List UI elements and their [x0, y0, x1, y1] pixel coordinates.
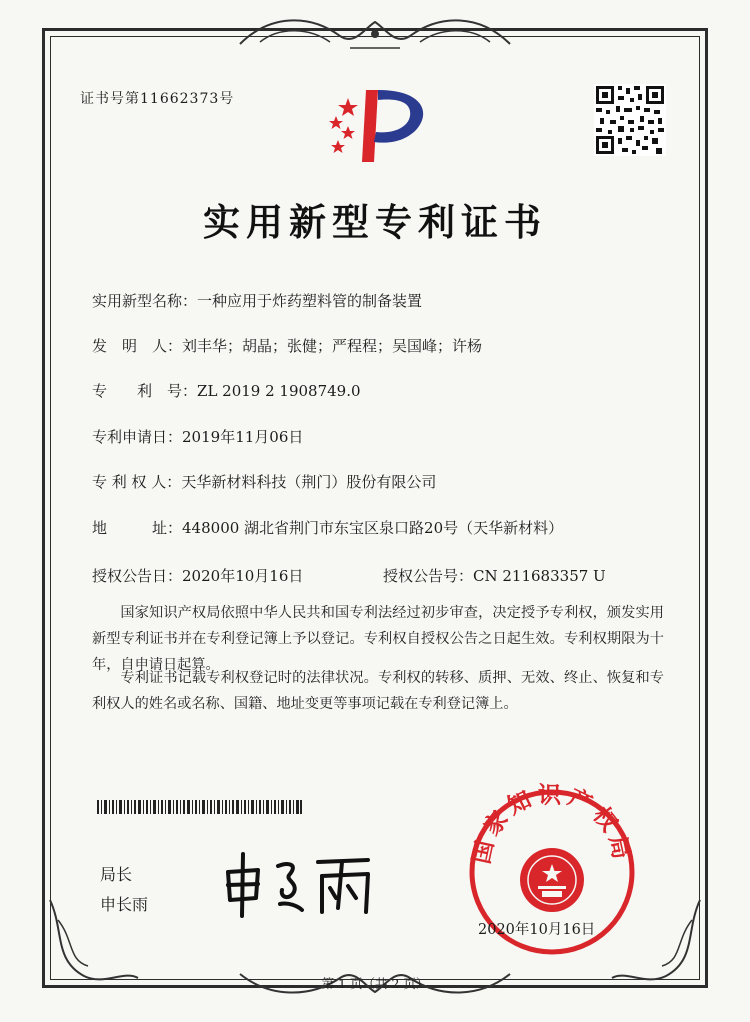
utility-model-name-value: 一种应用于炸药塑料管的制备装置 — [197, 292, 423, 310]
patent-number-row — [92, 380, 361, 401]
grant-number-label: 授权公告号： — [383, 567, 474, 585]
paragraph-legal-status: 专利证书记载专利权登记时的法律状况。专利权的转移、质押、无效、终止、恢复和专利权人的姓名或名称、国籍、地址变更等事项记载在专利登记簿上。 — [92, 670, 664, 712]
address-row — [92, 517, 563, 538]
seal-date: 2020年10月16日 — [478, 922, 596, 938]
patentee-value: 天华新材料科技（荆门）股份有限公司 — [181, 473, 437, 491]
patent-number-value: ZL 2019 2 1908749.0 — [197, 382, 361, 400]
inventor-value: 刘丰华；胡晶；张健；严程程；吴国峰；许杨 — [182, 337, 483, 355]
grant-date-value: 2020年10月16日 — [182, 567, 304, 585]
address-value: 448000 湖北省荆门市东宝区泉口路20号（天华新材料） — [182, 519, 564, 537]
grant-number-row — [383, 565, 606, 586]
top-ornament — [230, 14, 520, 54]
address-label: 地 址： — [92, 519, 183, 537]
page-footer: 第 1 页（共 2 页） — [321, 976, 429, 991]
filing-date-row — [92, 426, 303, 447]
qr-code-icon — [594, 84, 666, 156]
utility-model-name-label: 实用新型名称： — [92, 292, 198, 310]
signature-image — [218, 848, 388, 918]
director-name: 申长雨 — [100, 895, 149, 914]
patentee-row — [92, 471, 436, 492]
grant-date-row — [92, 565, 303, 586]
patent-number-label: 专 利 号： — [92, 382, 198, 400]
filing-date-label: 专利申请日： — [92, 428, 183, 446]
svg-text:国家知识产权局: 国家知识产权局 — [468, 782, 636, 867]
director-title: 局长 — [100, 865, 133, 884]
inventor-row — [92, 335, 482, 356]
inventor-label: 发 明 人： — [92, 337, 183, 355]
certificate-number: 证书号第11662373号 — [80, 91, 235, 107]
barcode-icon — [97, 800, 302, 814]
grant-number-value: CN 211683357 U — [473, 567, 606, 585]
grant-date-label: 授权公告日： — [92, 567, 183, 585]
cnipa-logo-icon — [312, 82, 444, 168]
paragraph-grant-statement: 国家知识产权局依照中华人民共和国专利法经过初步审查，决定授予专利权，颁发实用新型专利证书并在专利登记簿上予以登记。专利权自授权公告之日起生效。专利权期限为十年，自申请日起算。 — [92, 605, 664, 673]
utility-model-name-row — [92, 290, 422, 311]
certificate-title: 实用新型专利证书 — [203, 201, 547, 244]
filing-date-value: 2019年11月06日 — [182, 428, 304, 446]
patentee-label: 专 利 权 人： — [92, 473, 182, 491]
